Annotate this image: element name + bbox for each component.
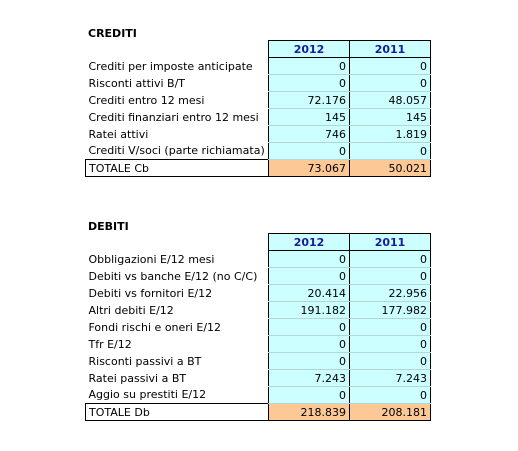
- row-value-2012: 0: [269, 143, 350, 160]
- row-label: Aggio su prestiti E/12: [88, 388, 207, 402]
- crediti-table: [85, 40, 431, 177]
- total-value-2011: 50.021: [350, 160, 431, 177]
- row-label: Crediti finanziari entro 12 mesi: [88, 110, 259, 124]
- debiti-header-blank: [86, 234, 269, 251]
- row-value-2012: 7.243: [269, 370, 350, 387]
- table-row: [86, 268, 431, 285]
- row-label: Crediti entro 12 mesi: [88, 93, 205, 107]
- total-label: TOTALE Cb: [86, 160, 269, 177]
- row-value-2011: 0: [350, 251, 431, 268]
- row-value-2012: 0: [269, 75, 350, 92]
- row-label: Crediti V/soci (parte richiamata): [88, 144, 265, 158]
- debiti-title: DEBITI: [88, 220, 129, 233]
- table-row: [86, 126, 431, 143]
- total-value-2011: 208.181: [350, 404, 431, 421]
- row-value-2012: 72.176: [269, 92, 350, 109]
- total-label: TOTALE Db: [86, 404, 269, 421]
- row-label: Risconti passivi a BT: [88, 354, 202, 368]
- row-value-2012: 0: [269, 336, 350, 353]
- row-value-2011: 0: [350, 319, 431, 336]
- row-label: Fondi rischi e oneri E/12: [88, 320, 222, 334]
- row-value-2011: 7.243: [350, 370, 431, 387]
- crediti-title: CREDITI: [88, 27, 137, 40]
- row-value-2011: 0: [350, 75, 431, 92]
- table-row: [86, 387, 431, 404]
- row-value-2011: 145: [350, 109, 431, 126]
- debiti-header-2011: 2011: [350, 234, 431, 251]
- row-value-2012: 746: [269, 126, 350, 143]
- row-label: Ratei attivi: [88, 127, 149, 141]
- debiti-total-row: [86, 404, 431, 421]
- row-value-2012: 145: [269, 109, 350, 126]
- row-value-2011: 0: [350, 387, 431, 404]
- crediti-header-2012: 2012: [269, 41, 350, 58]
- debiti-table: [85, 233, 431, 421]
- debiti-header-2012: 2012: [269, 234, 350, 251]
- row-label: Altri debiti E/12: [88, 303, 174, 317]
- debiti-header-row: [86, 234, 431, 251]
- crediti-header-row: [86, 41, 431, 58]
- table-row: [86, 370, 431, 387]
- table-row: [86, 58, 431, 75]
- row-label: Debiti vs fornitori E/12: [88, 286, 213, 300]
- row-value-2012: 0: [269, 387, 350, 404]
- row-value-2011: 1.819: [350, 126, 431, 143]
- table-row: [86, 302, 431, 319]
- row-label: Ratei passivi a BT: [88, 371, 187, 385]
- row-value-2012: 0: [269, 319, 350, 336]
- row-value-2012: 191.182: [269, 302, 350, 319]
- crediti-header-blank: [86, 41, 269, 58]
- row-value-2012: 0: [269, 268, 350, 285]
- row-label: Risconti attivi B/T: [88, 76, 186, 90]
- row-label: Obbligazioni E/12 mesi: [88, 252, 215, 266]
- row-label: Debiti vs banche E/12 (no C/C): [88, 269, 258, 283]
- row-value-2011: 0: [350, 268, 431, 285]
- row-value-2012: 0: [269, 58, 350, 75]
- table-row: [86, 285, 431, 302]
- row-value-2012: 0: [269, 353, 350, 370]
- table-row: [86, 109, 431, 126]
- row-value-2011: 177.982: [350, 302, 431, 319]
- table-row: [86, 319, 431, 336]
- crediti-total-row: [86, 160, 431, 177]
- table-row: [86, 353, 431, 370]
- crediti-header-2011: 2011: [350, 41, 431, 58]
- row-label: Tfr E/12: [88, 337, 132, 351]
- row-value-2011: 0: [350, 58, 431, 75]
- table-row: [86, 336, 431, 353]
- table-row: [86, 92, 431, 109]
- row-value-2012: 0: [269, 251, 350, 268]
- row-value-2011: 22.956: [350, 285, 431, 302]
- row-value-2012: 20.414: [269, 285, 350, 302]
- row-value-2011: 48.057: [350, 92, 431, 109]
- row-value-2011: 0: [350, 143, 431, 160]
- table-row: [86, 251, 431, 268]
- row-value-2011: 0: [350, 336, 431, 353]
- table-row: [86, 75, 431, 92]
- total-value-2012: 73.067: [269, 160, 350, 177]
- total-value-2012: 218.839: [269, 404, 350, 421]
- row-value-2011: 0: [350, 353, 431, 370]
- table-row: [86, 143, 431, 160]
- row-label: Crediti per imposte anticipate: [88, 59, 253, 73]
